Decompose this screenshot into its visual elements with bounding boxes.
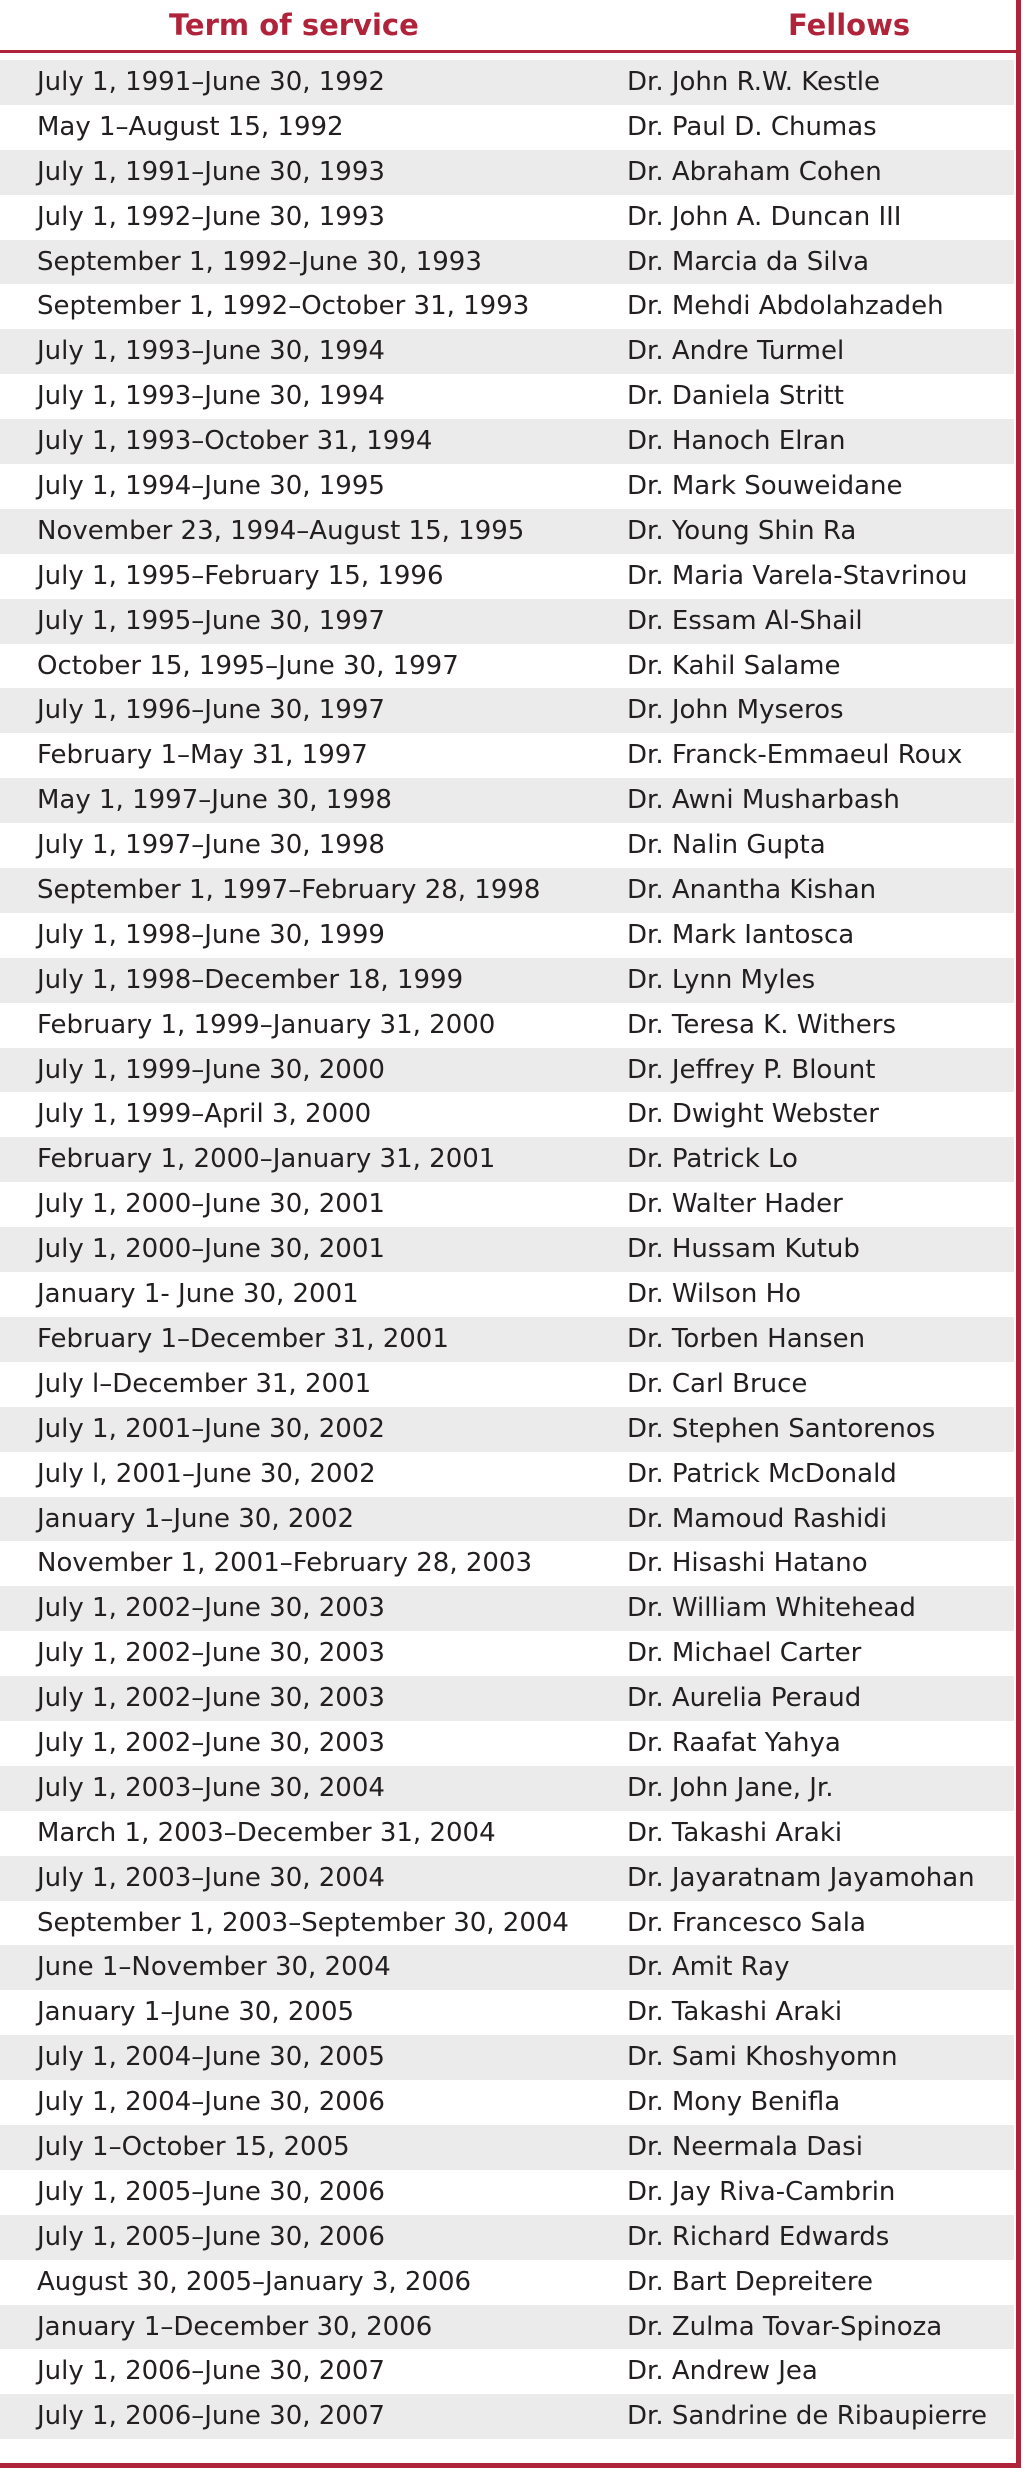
table-row (0, 2080, 1014, 2125)
term-cell: July l–December 31, 2001 (37, 1368, 372, 1399)
fellow-cell: Dr. Takashi Araki (627, 1997, 843, 2028)
table-row (0, 240, 1014, 285)
table-row (0, 599, 1014, 644)
term-cell: January 1- June 30, 2001 (37, 1279, 359, 1310)
fellow-cell: Dr. Carl Bruce (627, 1368, 808, 1399)
fellow-cell: Dr. Lynn Myles (627, 964, 816, 995)
term-cell: July 1, 2002–June 30, 2003 (37, 1727, 385, 1758)
fellow-cell: Dr. Bart Depreitere (627, 2266, 873, 2297)
term-cell: November 1, 2001–February 28, 2003 (37, 1548, 533, 1579)
fellow-cell: Dr. Sami Khoshyomn (627, 2042, 898, 2073)
term-cell: July 1, 1993–June 30, 1994 (37, 381, 385, 412)
term-cell: July 1, 1999–June 30, 2000 (37, 1054, 385, 1085)
table-row (0, 374, 1014, 419)
term-cell: May 1, 1997–June 30, 1998 (37, 785, 392, 816)
fellow-cell: Dr. Andrew Jea (627, 2356, 818, 2387)
term-cell: July 1, 2003–June 30, 2004 (37, 1862, 385, 1893)
table-row (0, 1856, 1014, 1901)
table-row (0, 1766, 1014, 1811)
table-row (0, 778, 1014, 823)
fellow-cell: Dr. Jayaratnam Jayamohan (627, 1862, 975, 1893)
fellow-cell: Dr. John R.W. Kestle (627, 67, 881, 97)
fellow-cell: Dr. Dwight Webster (627, 1099, 879, 1130)
table-row (0, 868, 1014, 913)
table-row (0, 419, 1014, 464)
term-cell: September 1, 2003–September 30, 2004 (37, 1907, 569, 1938)
fellow-cell: Dr. Maria Varela-Stavrinou (627, 560, 968, 591)
table-row (0, 1227, 1014, 1272)
table-row (0, 2349, 1014, 2394)
fellow-cell: Dr. Mamoud Rashidi (627, 1503, 888, 1534)
fellow-cell: Dr. Franck-Emmaeul Roux (627, 740, 963, 771)
fellow-cell: Dr. Kahil Salame (627, 650, 841, 681)
fellows-header: Fellows (788, 8, 911, 42)
term-cell: January 1–June 30, 2002 (37, 1503, 355, 1534)
table-row (0, 2305, 1014, 2350)
fellow-cell: Dr. Mark Souweidane (627, 471, 903, 502)
table-row (0, 733, 1014, 778)
term-cell: February 1, 2000–January 31, 2001 (37, 1144, 496, 1175)
term-cell: August 30, 2005–January 3, 2006 (37, 2266, 472, 2297)
fellow-cell: Dr. Neermala Dasi (627, 2131, 863, 2162)
table-row (0, 958, 1014, 1003)
fellow-cell: Dr. Sandrine de Ribaupierre (627, 2401, 987, 2432)
term-cell: June 1–November 30, 2004 (37, 1952, 391, 1983)
term-cell: January 1–December 30, 2006 (37, 2311, 433, 2342)
term-cell: September 1, 1992–June 30, 1993 (37, 246, 482, 277)
table-row (0, 1945, 1014, 1990)
term-cell: July 1, 1999–April 3, 2000 (37, 1099, 372, 1130)
fellow-cell: Dr. Patrick Lo (627, 1144, 798, 1175)
table-row (0, 1586, 1014, 1631)
fellow-cell: Dr. Teresa K. Withers (627, 1009, 897, 1040)
table-row (0, 1272, 1014, 1317)
table-row (0, 509, 1014, 554)
fellow-cell: Dr. Hussam Kutub (627, 1234, 860, 1265)
fellow-cell: Dr. Andre Turmel (627, 336, 845, 367)
fellow-cell: Dr. Awni Musharbash (627, 785, 900, 816)
term-cell: November 23, 1994–August 15, 1995 (37, 515, 525, 546)
table-row (0, 464, 1014, 509)
fellow-cell: Dr. Essam Al-Shail (627, 605, 863, 636)
table-row (0, 1048, 1014, 1093)
table-row (0, 823, 1014, 868)
table-row (0, 1362, 1014, 1407)
term-cell: July 1, 1993–June 30, 1994 (37, 336, 385, 367)
fellow-cell: Dr. Hisashi Hatano (627, 1548, 868, 1579)
table-row (0, 195, 1014, 240)
fellow-cell: Dr. Takashi Araki (627, 1817, 843, 1848)
term-cell: July l, 2001–June 30, 2002 (37, 1458, 376, 1489)
fellow-cell: Dr. Patrick McDonald (627, 1458, 897, 1489)
fellow-cell: Dr. Torben Hansen (627, 1323, 866, 1354)
table-row (0, 284, 1014, 329)
term-cell: July 1, 2004–June 30, 2005 (37, 2042, 385, 2073)
term-cell: July 1, 2000–June 30, 2001 (37, 1234, 385, 1265)
term-cell: July 1, 1998–June 30, 1999 (37, 919, 385, 950)
table-row (0, 688, 1014, 733)
table-row (0, 1003, 1014, 1048)
table-row (0, 1631, 1014, 1676)
table-row (0, 1407, 1014, 1452)
fellow-cell: Dr. Marcia da Silva (627, 246, 870, 277)
table-body (0, 60, 1014, 2439)
term-cell: September 1, 1992–October 31, 1993 (37, 291, 530, 322)
table-row (0, 1497, 1014, 1542)
term-cell: July 1, 2002–June 30, 2003 (37, 1593, 385, 1624)
fellow-cell: Dr. Richard Edwards (627, 2221, 890, 2252)
term-cell: July 1, 1991–June 30, 1993 (37, 156, 385, 187)
table-row (0, 554, 1014, 599)
term-cell: July 1, 1994–June 30, 1995 (37, 471, 385, 502)
term-of-service-header: Term of service (169, 8, 419, 42)
term-cell: February 1–December 31, 2001 (37, 1323, 449, 1354)
term-cell: July 1, 1992–June 30, 1993 (37, 201, 385, 232)
fellow-cell: Dr. Nalin Gupta (627, 830, 826, 861)
term-cell: July 1, 2006–June 30, 2007 (37, 2401, 385, 2432)
fellow-cell: Dr. William Whitehead (627, 1593, 916, 1624)
fellow-cell: Dr. Wilson Ho (627, 1279, 802, 1310)
table-row (0, 1676, 1014, 1721)
term-cell: July 1, 1995–February 15, 1996 (37, 560, 444, 591)
term-cell: July 1, 1997–June 30, 1998 (37, 830, 385, 861)
term-cell: July 1, 2000–June 30, 2001 (37, 1189, 385, 1220)
fellow-cell: Dr. John Myseros (627, 695, 844, 726)
term-cell: February 1, 1999–January 31, 2000 (37, 1009, 496, 1040)
fellow-cell: Dr. Hanoch Elran (627, 426, 846, 457)
term-cell: July 1, 2005–June 30, 2006 (37, 2176, 385, 2207)
term-cell: July 1–October 15, 2005 (37, 2131, 350, 2162)
fellow-cell: Dr. Raafat Yahya (627, 1727, 841, 1758)
fellow-cell: Dr. Abraham Cohen (627, 156, 882, 187)
fellow-cell: Dr. Paul D. Chumas (627, 111, 877, 142)
fellow-cell: Dr. Young Shin Ra (627, 515, 857, 546)
table-row (0, 150, 1014, 195)
fellow-cell: Dr. Mark Iantosca (627, 919, 855, 950)
table-row (0, 2260, 1014, 2305)
fellow-cell: Dr. Amit Ray (627, 1952, 790, 1983)
fellow-cell: Dr. Francesco Sala (627, 1907, 866, 1938)
table-row (0, 1092, 1014, 1137)
table-row (0, 2125, 1014, 2170)
term-cell: July 1, 2002–June 30, 2003 (37, 1638, 385, 1669)
table-row (0, 1901, 1014, 1946)
fellow-cell: Dr. Michael Carter (627, 1638, 862, 1669)
term-cell: July 1, 1996–June 30, 1997 (37, 695, 385, 726)
table-row (0, 1182, 1014, 1227)
term-cell: September 1, 1997–February 28, 1998 (37, 875, 541, 906)
table-row (0, 105, 1014, 150)
term-cell: July 1, 1998–December 18, 1999 (37, 964, 464, 995)
table-row (0, 1452, 1014, 1497)
table-row (0, 644, 1014, 689)
table-row (0, 1541, 1014, 1586)
term-cell: February 1–May 31, 1997 (37, 740, 368, 771)
fellow-cell: Dr. Jay Riva-Cambrin (627, 2176, 896, 2207)
term-cell: July 1, 2004–June 30, 2006 (37, 2087, 385, 2118)
fellow-cell: Dr. John Jane, Jr. (627, 1772, 834, 1803)
term-cell: July 1, 2003–June 30, 2004 (37, 1772, 385, 1803)
term-cell: July 1, 2001–June 30, 2002 (37, 1413, 385, 1444)
term-cell: March 1, 2003–December 31, 2004 (37, 1817, 496, 1848)
fellow-cell: Dr. Stephen Santorenos (627, 1413, 936, 1444)
table-row (0, 2170, 1014, 2215)
table-row (0, 1137, 1014, 1182)
table-row (0, 2394, 1014, 2439)
fellow-cell: Dr. Mehdi Abdolahzadeh (627, 291, 944, 322)
fellow-cell: Dr. Anantha Kishan (627, 875, 877, 906)
term-cell: October 15, 1995–June 30, 1997 (37, 650, 459, 681)
fellow-cell: Dr. John A. Duncan III (627, 201, 902, 232)
table-row (0, 60, 1014, 105)
term-cell: July 1, 1995–June 30, 1997 (37, 605, 385, 636)
table-row (0, 1317, 1014, 1362)
term-cell: July 1, 1993–October 31, 1994 (37, 426, 433, 457)
table-header (0, 0, 1021, 53)
fellow-cell: Dr. Jeffrey P. Blount (627, 1054, 876, 1085)
table-row (0, 913, 1014, 958)
fellow-cell: Dr. Zulma Tovar-Spinoza (627, 2311, 943, 2342)
table-row (0, 329, 1014, 374)
term-cell: July 1, 2005–June 30, 2006 (37, 2221, 385, 2252)
fellow-cell: Dr. Mony Benifla (627, 2087, 841, 2118)
fellow-cell: Dr. Aurelia Peraud (627, 1683, 862, 1714)
table-row (0, 1990, 1014, 2035)
table-row (0, 2215, 1014, 2260)
table-row (0, 2035, 1014, 2080)
fellow-cell: Dr. Daniela Stritt (627, 381, 844, 412)
term-cell: July 1, 2006–June 30, 2007 (37, 2356, 385, 2387)
term-cell: July 1, 2002–June 30, 2003 (37, 1683, 385, 1714)
term-cell: July 1, 1991–June 30, 1992 (37, 67, 385, 97)
table-row (0, 1811, 1014, 1856)
fellow-cell: Dr. Walter Hader (627, 1189, 843, 1220)
table-row (0, 1721, 1014, 1766)
term-cell: May 1–August 15, 1992 (37, 111, 344, 142)
term-cell: January 1–June 30, 2005 (37, 1997, 355, 2028)
